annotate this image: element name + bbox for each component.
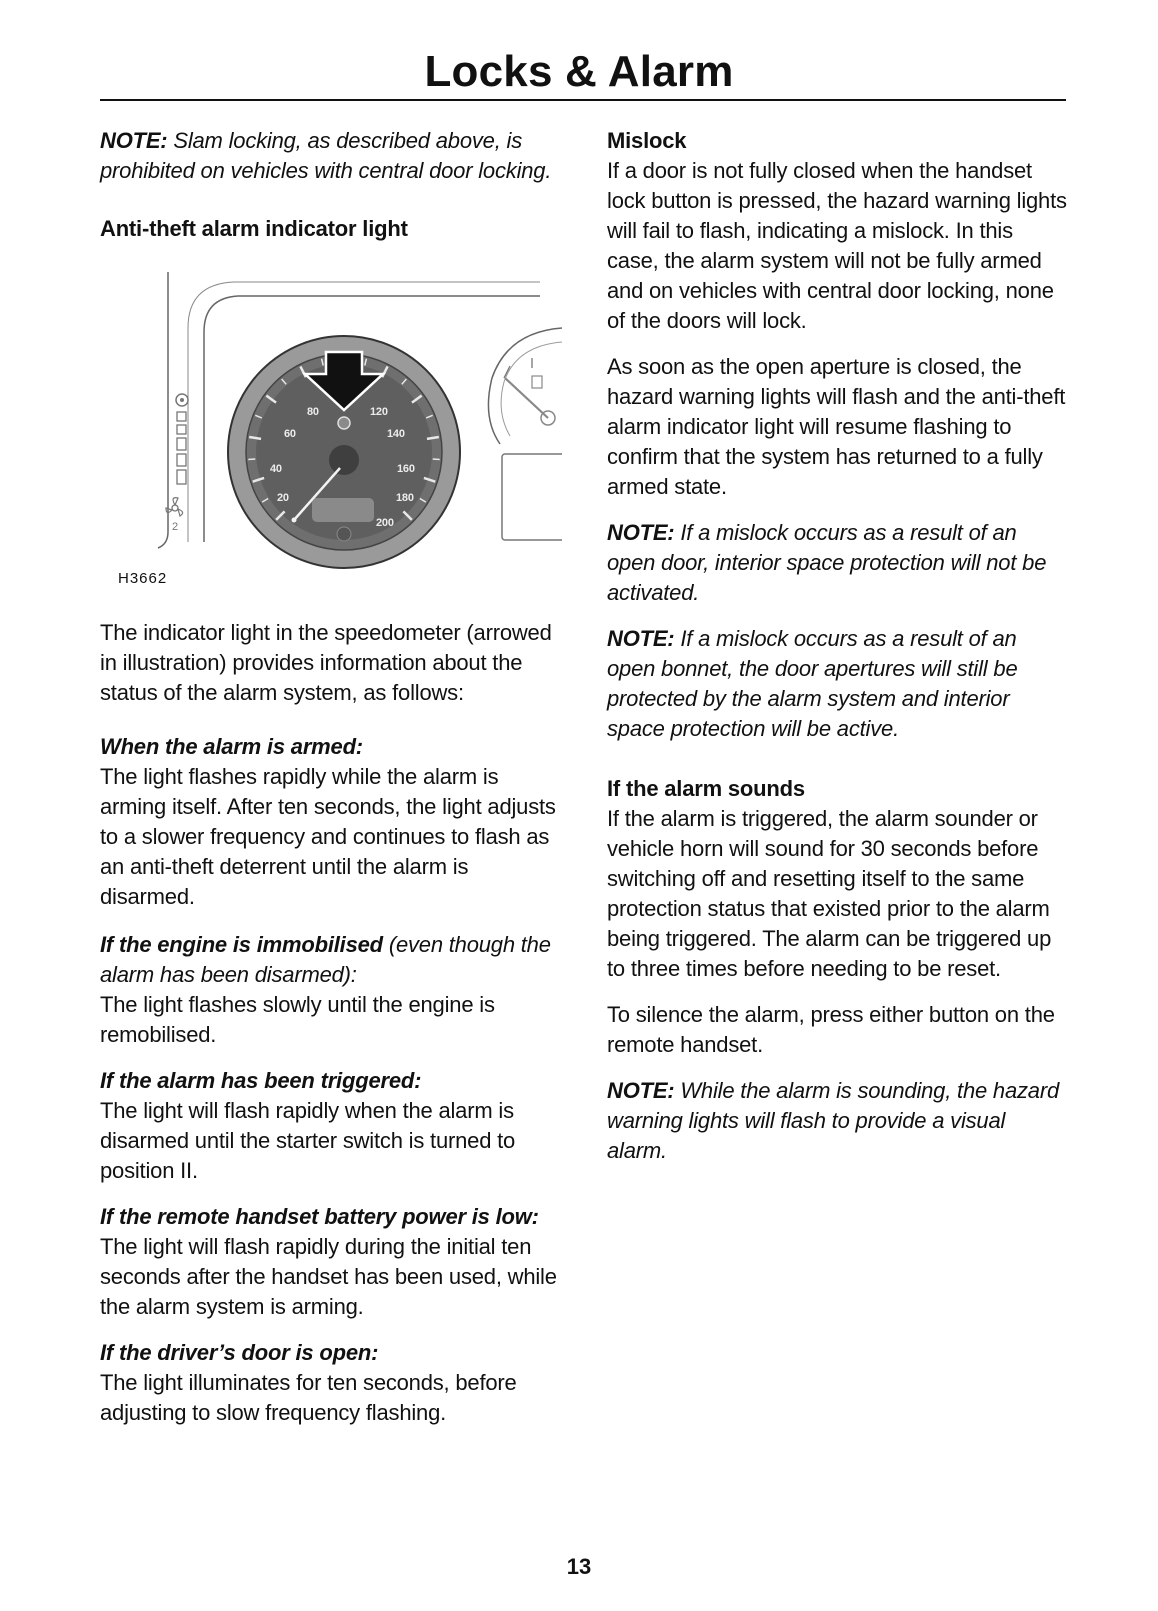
battery-text: The light will flash rapidly during the initial ten seconds after the handset has been used, while the alarm system is arming. xyxy=(100,1234,557,1319)
speed-tick-label: 180 xyxy=(396,492,414,504)
note-prefix: NOTE: xyxy=(607,626,675,651)
armed-text: The light flashes rapidly while the alarm is arming itself. After ten seconds, the light adjusts to a slower frequency and continues to flash as an anti-theft deterrent until the alarm is disarmed. xyxy=(100,764,556,909)
title-rule xyxy=(100,99,1066,101)
speed-tick-label: 200 xyxy=(376,517,394,529)
dial-tick xyxy=(433,459,440,460)
speed-tick-label: 20 xyxy=(277,492,289,504)
note-prefix: NOTE: xyxy=(607,1078,675,1103)
immobilised-heading-bold: If the engine is immobilised xyxy=(100,932,383,957)
speedometer-drawing xyxy=(100,272,562,572)
door-open-heading: If the driver’s door is open: xyxy=(100,1340,379,1365)
mislock-heading: Mislock xyxy=(607,128,687,153)
note-text: While the alarm is sounding, the hazard warning lights will flash to provide a visual alarm. xyxy=(607,1078,1059,1163)
triggered-text: The light will flash rapidly when the alarm is disarmed until the starter switch is turned to position II. xyxy=(100,1098,516,1183)
immobilised-heading xyxy=(100,930,562,990)
speed-tick-label: 60 xyxy=(284,428,296,440)
left-column xyxy=(100,126,562,1428)
silence-text: To silence the alarm, press either button on the remote handset. xyxy=(607,1002,1055,1057)
fuel-pump-icon xyxy=(532,376,542,388)
speed-tick-label: 160 xyxy=(397,463,415,475)
section-heading-indicator: Anti-theft alarm indicator light xyxy=(100,216,408,241)
fuel-gauge xyxy=(488,328,562,540)
alarm-sounds-text: If the alarm is triggered, the alarm sounder or vehicle horn will sound for 30 seconds before switching off and resetting itself to the same protection status that existed prior to the alarm being triggered. The alarm can be triggered up to three times before needing to be reset. xyxy=(607,806,1052,981)
speed-tick-label: 40 xyxy=(270,463,282,475)
speedometer-illustration xyxy=(100,272,562,612)
note-mislock-bonnet xyxy=(607,624,1069,744)
aperture-text: As soon as the open aperture is closed, the hazard warning lights will flash and the anti-theft alarm indicator light will resume flashing to confirm that the system has returned to a fully armed state. xyxy=(607,354,1066,499)
note-mislock-door xyxy=(607,518,1069,608)
note-prefix: NOTE: xyxy=(100,128,168,153)
indicator-intro: The indicator light in the speedometer (arrowed in illustration) provides information about the status of the alarm system, as follows: xyxy=(100,620,552,705)
immobilised-heading-rest: (even though the alarm has been disarmed): xyxy=(100,932,551,987)
right-column xyxy=(607,126,1069,1166)
battery-heading: If the remote handset battery power is low: xyxy=(100,1204,539,1229)
triggered-heading: If the alarm has been triggered: xyxy=(100,1068,422,1093)
odometer-window xyxy=(312,498,374,522)
mislock-text: If a door is not fully closed when the handset lock button is pressed, the hazard warning lights will fail to flash, indicating a mislock. In this case, the alarm system will not be fully armed and on vehicles with central door locking, none of the doors will lock. xyxy=(607,158,1067,333)
fan-speed-label: 2 xyxy=(172,521,178,533)
note-hazard-lights xyxy=(607,1076,1069,1166)
figure-label: H3662 xyxy=(118,570,168,587)
speed-tick-label: 140 xyxy=(387,428,405,440)
alarm-sounds-heading: If the alarm sounds xyxy=(607,776,805,801)
alarm-indicator-light-icon xyxy=(338,417,350,429)
dial-tick xyxy=(248,459,255,460)
speed-tick-label: 120 xyxy=(370,406,388,418)
speed-tick-label: 80 xyxy=(307,406,319,418)
note-prefix: NOTE: xyxy=(607,520,675,545)
note-text: If a mislock occurs as a result of an open door, interior space protection will not be activated. xyxy=(607,520,1047,605)
note-text: Slam locking, as described above, is prohibited on vehicles with central door locking. xyxy=(100,128,552,183)
door-open-text: The light illuminates for ten seconds, before adjusting to slow frequency flashing. xyxy=(100,1370,517,1425)
immobilised-text: The light flashes slowly until the engine is remobilised. xyxy=(100,992,495,1047)
armed-heading: When the alarm is armed: xyxy=(100,734,363,759)
note-text: If a mislock occurs as a result of an open bonnet, the door apertures will still be protected by the alarm system and interior space protection will be active. xyxy=(607,626,1018,741)
page-title: Locks & Alarm xyxy=(424,47,734,96)
note-slam-locking xyxy=(100,126,562,186)
page-number: 13 xyxy=(566,1554,592,1579)
